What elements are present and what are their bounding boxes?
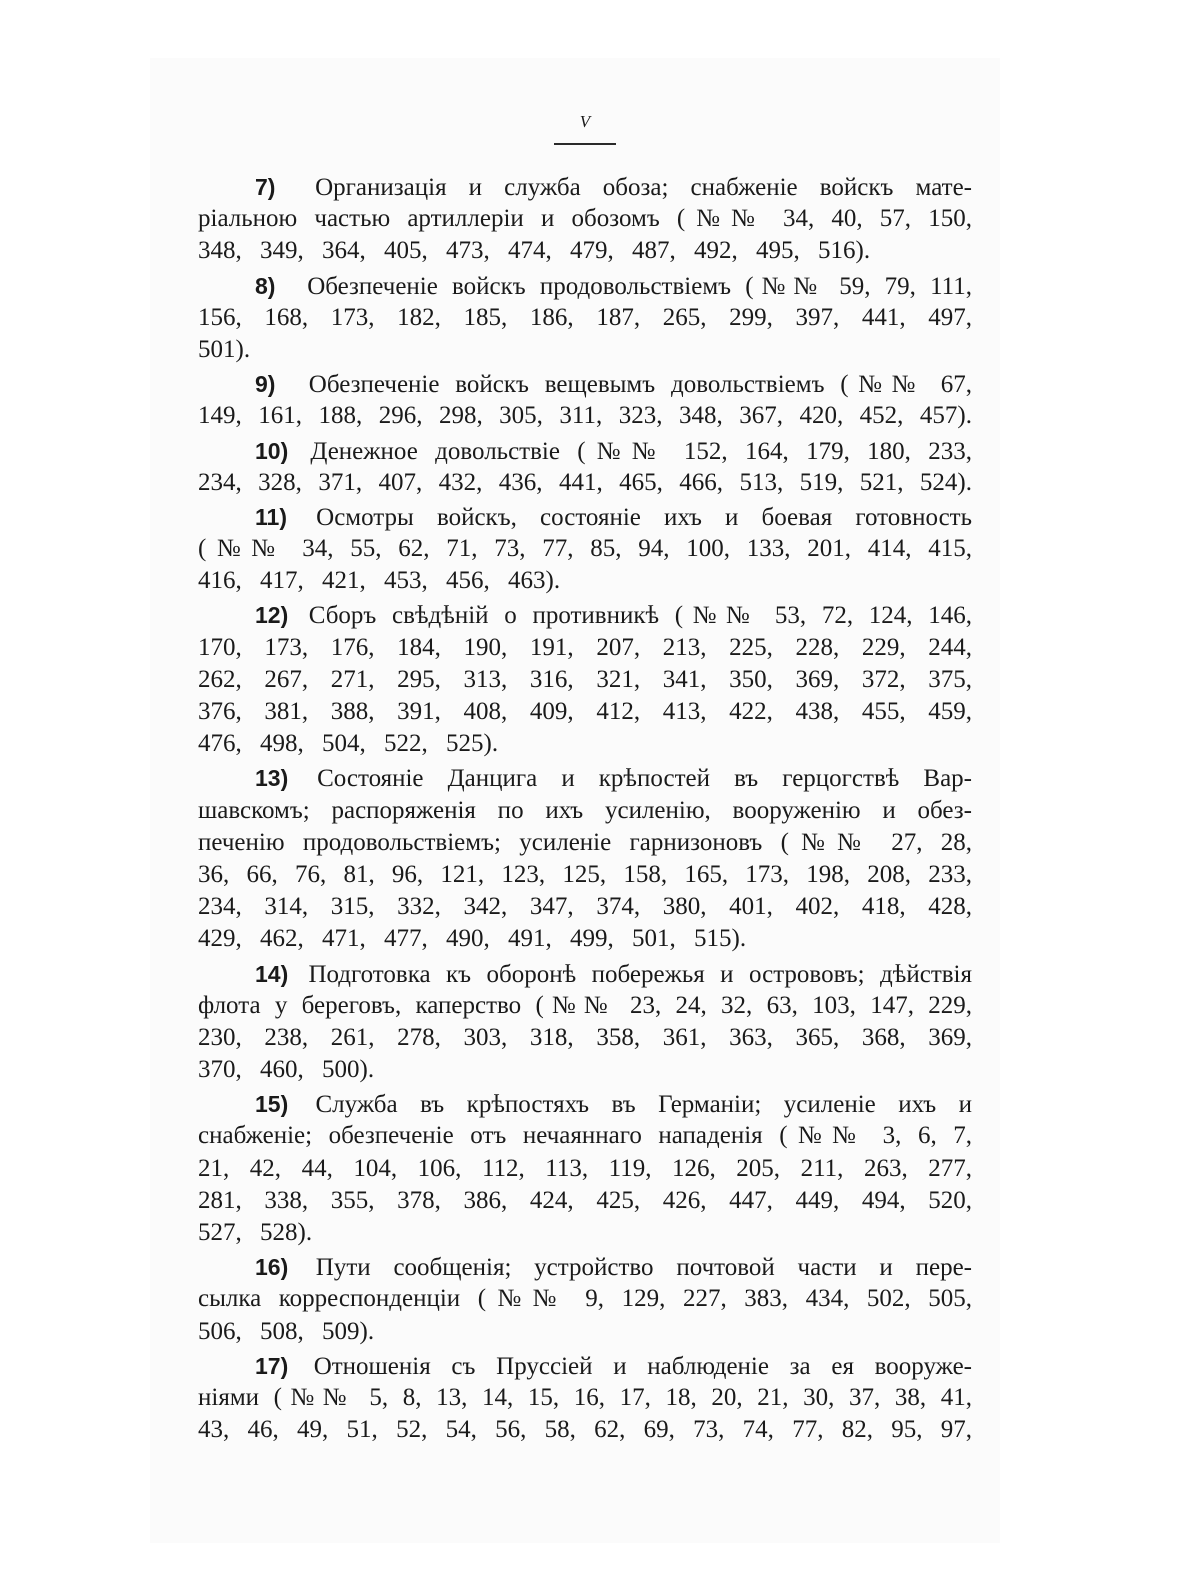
text-line: шавскомъ; распоряженія по ихъ усиленію, вооруженію и обез- [198, 796, 972, 824]
text-line [198, 368, 972, 400]
text-line: ніями (№№ 5, 8, 13, 14, 15, 16, 17, 18, 20, 21, 30, 37, 38, 41, [198, 1383, 972, 1411]
line-text: Состояніе Данцига и крѣпостей въ герцогствѣ Вар- [317, 765, 972, 793]
text-line: 156, 168, 173, 182, 185, 186, 187, 265, 299, 397, 441, 497, [198, 303, 972, 331]
section-15 [198, 1088, 972, 1249]
section-7 [198, 171, 972, 268]
text-line [198, 171, 972, 203]
section-number: 16) [255, 1254, 289, 1281]
line-text: Служба въ крѣпостяхъ въ Германіи; усиленіе ихъ и [315, 1091, 972, 1119]
line-text: Подготовка къ оборонѣ побережья и острововъ; дѣйствія [308, 960, 972, 988]
text-line: ріальною частью артиллеріи и обозомъ (№№ 34, 40, 57, 150, [198, 205, 972, 233]
text-line: 43, 46, 49, 51, 52, 54, 56, 58, 62, 69, 73, 74, 77, 82, 95, 97, [198, 1416, 972, 1444]
section-10 [198, 435, 972, 499]
section-16 [198, 1251, 972, 1348]
text-line: снабженіе; обезпеченіе отъ нечаяннаго нападенія (№№ 3, 6, 7, [198, 1122, 972, 1150]
text-line: 170, 173, 176, 184, 190, 191, 207, 213, 225, 228, 229, 244, [198, 633, 972, 661]
line-text: Отношенія съ Пруссіей и наблюденіе за ея вооруже- [313, 1352, 972, 1380]
section-number: 11) [255, 503, 287, 530]
text-block [198, 171, 972, 1446]
page-number: V [579, 112, 591, 131]
text-line: 234, 328, 371, 407, 432, 436, 441, 465, 466, 513, 519, 521, 524). [198, 468, 972, 496]
section-number: 13) [255, 765, 289, 792]
text-line [198, 1251, 972, 1283]
section-number: 17) [255, 1352, 289, 1379]
section-11 [198, 501, 972, 598]
text-line: 429, 462, 471, 477, 490, 491, 499, 501, 515). [198, 925, 747, 953]
text-line: флота у береговъ, каперство (№№ 23, 24, 32, 63, 103, 147, 229, [198, 991, 972, 1019]
section-8 [198, 270, 972, 367]
line-text: Обезпеченіе войскъ продовольствіемъ (№№ 59, 79, 111, [307, 272, 972, 300]
text-line [198, 435, 972, 467]
text-line: 501). [198, 335, 251, 363]
section-12 [198, 599, 972, 760]
text-line [198, 958, 972, 990]
text-line: 348, 349, 364, 405, 473, 474, 479, 487, 492, 495, 516). [198, 237, 871, 265]
text-line: 36, 66, 76, 81, 96, 121, 123, 125, 158, 165, 173, 198, 208, 233, [198, 860, 972, 888]
text-line [198, 501, 972, 533]
text-line: 149, 161, 188, 296, 298, 305, 311, 323, 348, 367, 420, 452, 457). [198, 402, 972, 430]
text-line [198, 762, 972, 794]
text-line [198, 1088, 972, 1120]
section-14 [198, 958, 972, 1087]
text-line: 230, 238, 261, 278, 303, 318, 358, 361, 363, 365, 368, 369, [198, 1023, 972, 1051]
text-line: 376, 381, 388, 391, 408, 409, 412, 413, 422, 438, 455, 459, [198, 698, 972, 725]
text-line: 370, 460, 500). [198, 1056, 375, 1084]
text-line: сылка корреспонденціи (№№ 9, 129, 227, 383, 434, 502, 505, [198, 1285, 972, 1313]
text-line: 281, 338, 355, 378, 386, 424, 425, 426, 447, 449, 494, 520, [198, 1186, 972, 1214]
line-text: Организація и служба обоза; снабженіе войскъ мате- [315, 174, 972, 201]
section-13 [198, 762, 972, 955]
section-number: 14) [255, 960, 289, 987]
text-line: печенію продовольствіемъ; усиленіе гарнизоновъ (№№ 27, 28, [198, 828, 972, 856]
line-text: Пути сообщенія; устройство почтовой части и пере- [315, 1254, 972, 1282]
line-text: Обезпеченіе войскъ вещевымъ довольствіемъ (№№ 67, [308, 371, 972, 399]
line-text: Сборъ свѣдѣній о противникѣ (№№ 53, 72, 124, 146, [308, 602, 972, 630]
text-line [198, 270, 972, 302]
section-number: 7) [255, 174, 276, 200]
text-line [198, 1350, 972, 1382]
text-line [198, 599, 972, 631]
text-line: 21, 42, 44, 104, 106, 112, 113, 119, 126, 205, 211, 263, 277, [198, 1154, 972, 1182]
line-text: Осмотры войскъ, состояніе ихъ и боевая готовность [316, 503, 972, 531]
text-line: 262, 267, 271, 295, 313, 316, 321, 341, 350, 369, 372, 375, [198, 665, 972, 693]
text-line: 234, 314, 315, 332, 342, 347, 374, 380, 401, 402, 418, 428, [198, 893, 972, 921]
page-header [198, 112, 972, 145]
text-line: 506, 508, 509). [198, 1317, 375, 1345]
section-number: 9) [255, 371, 276, 398]
section-9 [198, 368, 972, 432]
line-text: Денежное довольствіе (№№ 152, 164, 179, 180, 233, [310, 437, 972, 465]
text-line: 527, 528). [198, 1219, 313, 1246]
text-line: 476, 498, 504, 522, 525). [198, 730, 499, 758]
text-line: 416, 417, 421, 453, 456, 463). [198, 567, 561, 595]
section-number: 10) [255, 437, 289, 464]
text-line: (№№ 34, 55, 62, 71, 73, 77, 85, 94, 100, 133, 201, 414, 415, [198, 535, 972, 563]
section-number: 8) [255, 272, 276, 299]
section-17 [198, 1350, 972, 1447]
section-number: 15) [255, 1091, 289, 1118]
header-rule [554, 143, 616, 145]
section-number: 12) [255, 602, 289, 629]
